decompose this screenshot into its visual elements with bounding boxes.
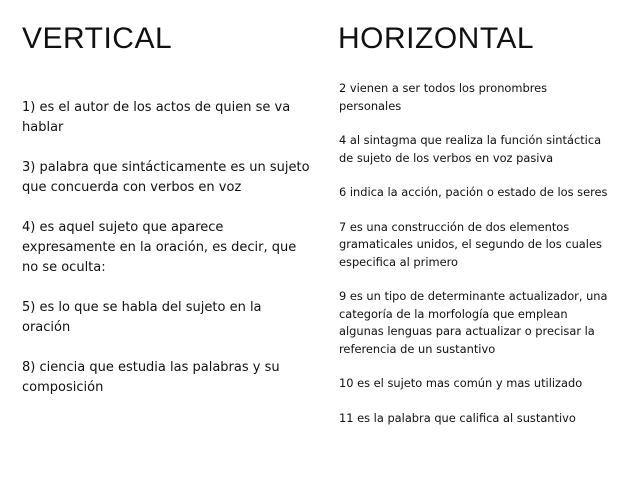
horizontal-clue-9: 9 es un tipo de determinante actualizador, una categoría de la morfología que emplean algunas lenguas para actualizar o precisar la referencia de un sustantivo — [339, 289, 608, 356]
vertical-heading: VERTICAL — [22, 22, 173, 55]
horizontal-clues-list — [339, 80, 609, 444]
vertical-clue-1: 1) es el autor de los actos de quien se va hablar — [22, 100, 291, 135]
vertical-clue-5: 5) es lo que se habla del sujeto en la oración — [22, 300, 262, 335]
horizontal-clue-2: 2 vienen a ser todos los pronombres personales — [339, 81, 548, 113]
horizontal-clue-6: 6 indica la acción, pación o estado de los seres — [339, 185, 608, 199]
horizontal-clue-4: 4 al sintagma que realiza la función sintáctica de sujeto de los verbos en voz pasiva — [339, 133, 602, 165]
horizontal-clue-7: 7 es una construcción de dos elementos gramaticales unidos, el segundo de los cuales especifica al primero — [339, 219, 602, 269]
vertical-clues-list — [22, 98, 312, 418]
vertical-clue-8: 8) ciencia que estudia las palabras y su composición — [22, 360, 280, 395]
horizontal-clue-11: 11 es la palabra que califica al sustantivo — [339, 410, 576, 425]
horizontal-heading: HORIZONTAL — [338, 22, 535, 55]
horizontal-clue-10: 10 es el sujeto mas común y mas utilizado — [339, 376, 583, 390]
vertical-clue-4: 4) es aquel sujeto que aparece expresamente en la oración, es decir, que no se oculta: — [22, 220, 297, 275]
vertical-clue-3: 3) palabra que sintácticamente es un sujeto que concuerda con verbos en voz — [22, 160, 310, 195]
